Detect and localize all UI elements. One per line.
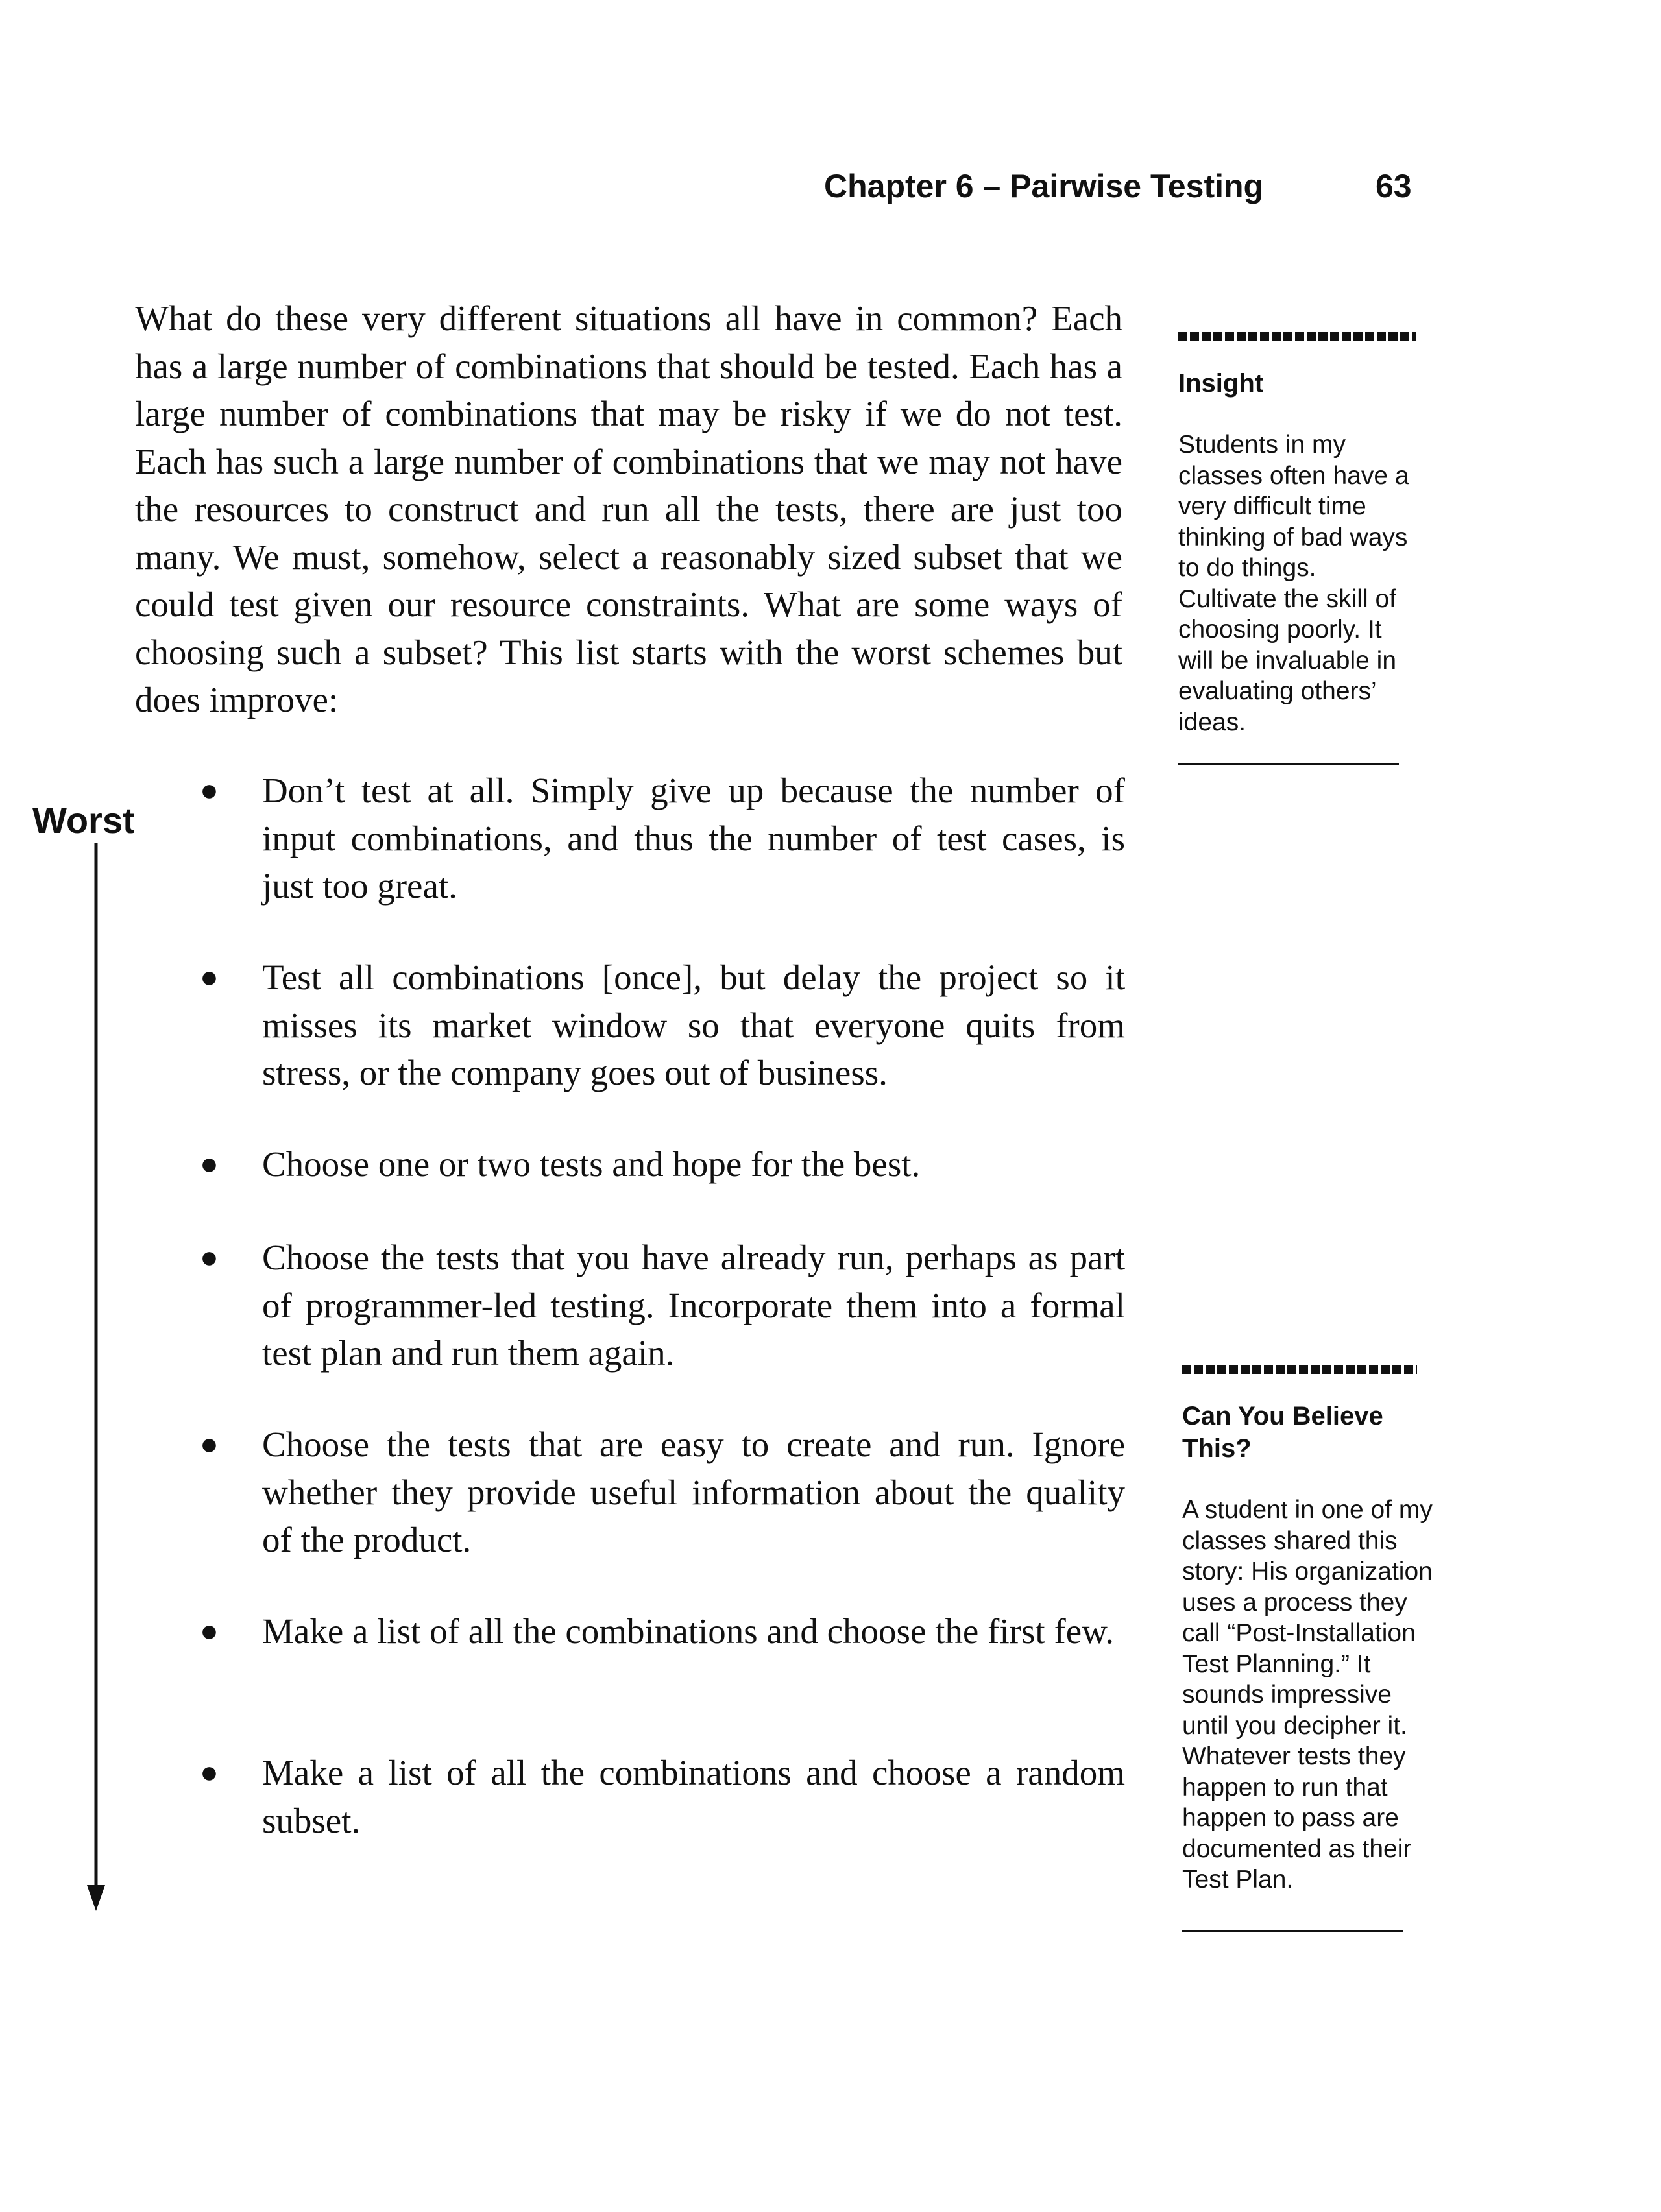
sidebar-bottom-rule [1182, 1930, 1403, 1932]
sidebar-can-you-believe-this [1182, 1365, 1437, 1932]
list-item-text: Choose the tests that are easy to create and run. Ignore whether they provide useful information about the quality of the product. [262, 1425, 1125, 1559]
down-arrow-icon [83, 843, 109, 1914]
sidebar-title: Can You Believe This? [1182, 1402, 1383, 1463]
worst-label: Worst [32, 800, 135, 841]
sidebar-insight [1178, 332, 1418, 765]
bullet-icon: ● [200, 1427, 219, 1461]
list-item-text: Test all combinations [once], but delay the project so it misses its market window so that everyone quits from stress, or the company goes out of business. [262, 957, 1125, 1092]
chapter-title: Chapter 6 – Pairwise Testing [824, 168, 1264, 204]
bullet-icon: ● [200, 773, 219, 808]
bullet-icon: ● [200, 1755, 219, 1790]
sidebar-body: Students in my classes often have a very difficult time thinking of bad ways to do things. Cultivate the skill of choosing poorly. It will be invaluable in evaluating others’ ideas. [1178, 431, 1409, 736]
bullet-icon: ● [200, 960, 219, 994]
page-number: 63 [1376, 168, 1412, 204]
intro-paragraph: What do these very different situations all have in common? Each has a large number of combinations that should be tested. Each has a large number of combinations that may be risky if we do not test. Each has such a large number of combinations that we may not have the resources to construct and run all the tests, there are just too many. We must, somehow, select a reasonably sized subset that we could test given our resource constraints. What are some ways of choosing such a subset? This list starts with the worst schemes but does improve: [135, 298, 1122, 719]
sidebar-bottom-rule [1178, 763, 1399, 765]
bullet-icon: ● [200, 1147, 219, 1181]
list-item-text: Choose one or two tests and hope for the best. [262, 1144, 921, 1184]
list-item-text: Don’t test at all. Simply give up because the number of input combinations, and thus the number of test cases, is just too great. [262, 771, 1125, 906]
sidebar-body: A student in one of my classes shared this story: His organization uses a process they call “Post-Installation Test Planning.” It sounds impressive until you decipher it. Whatever tests they happen to run that happen to pass are documented as their Test Plan. [1182, 1496, 1433, 1893]
sidebar-top-rule [1178, 332, 1416, 341]
list-item-text: Make a list of all the combinations and choose a random subset. [262, 1753, 1125, 1840]
list-item-text: Choose the tests that you have already run, perhaps as part of programmer-led testing. Incorporate them into a formal test plan and run them again. [262, 1238, 1125, 1373]
sidebar-top-rule [1182, 1365, 1417, 1374]
list-item-text: Make a list of all the combinations and choose the first few. [262, 1611, 1115, 1651]
sidebar-title: Insight [1178, 369, 1264, 398]
bullet-icon: ● [200, 1614, 219, 1648]
bullet-icon: ● [200, 1240, 219, 1275]
